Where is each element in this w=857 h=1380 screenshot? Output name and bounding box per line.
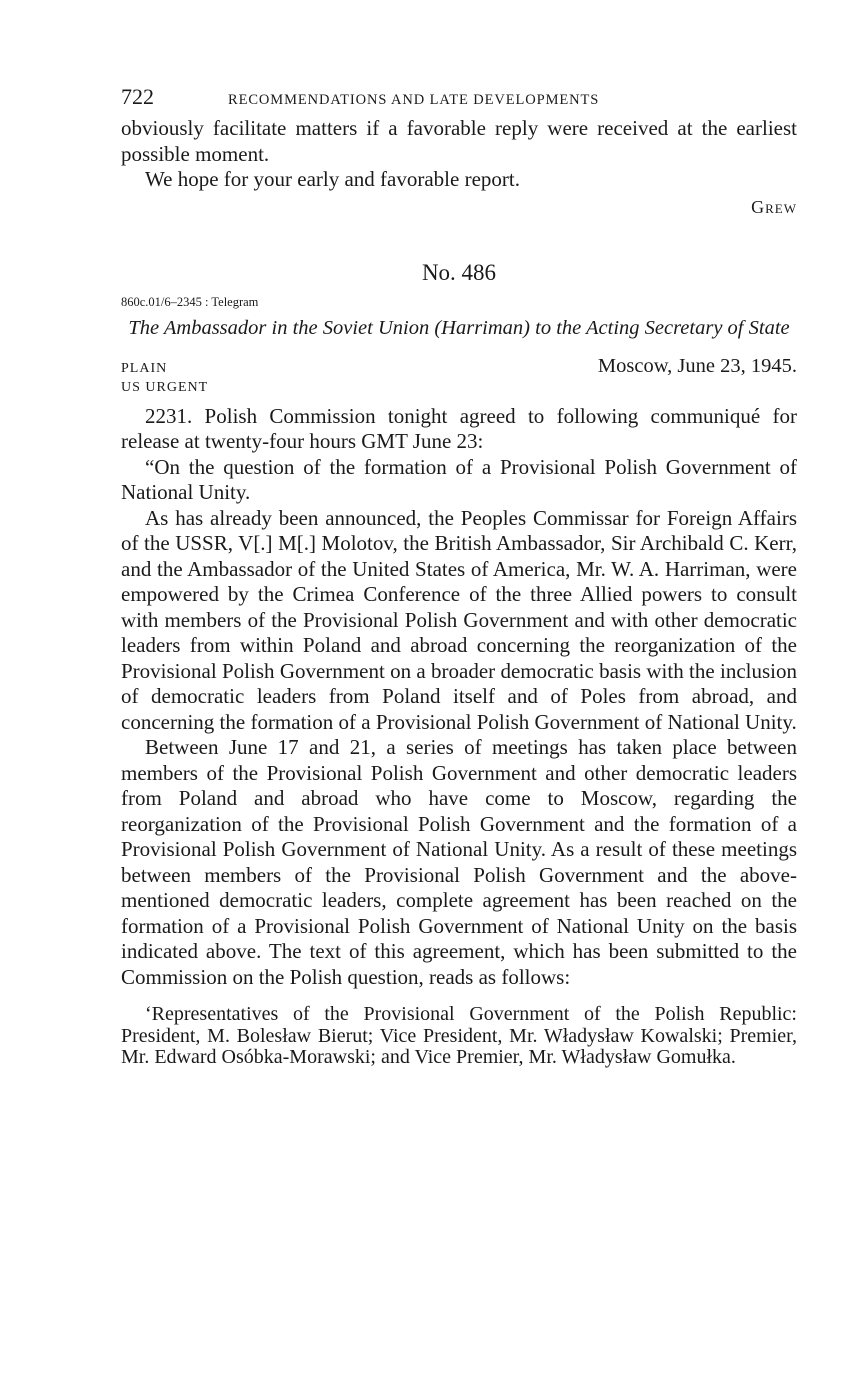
dateline-row (121, 355, 797, 378)
running-title: RECOMMENDATIONS AND LATE DEVELOPMENTS (228, 92, 600, 108)
signature: Grew (751, 196, 797, 217)
body-paragraph-4: Between June 17 and 21, a series of meetings has taken place between members of the Provisional Polish Government and other democratic leaders from Poland and abroad who have come to Moscow, regarding the reorganization of the Provisional Polish Government and the formation of a Provisional Polish Government of National Unity. As a result of these meetings between members of the Provisional Polish Government and the above-mentioned democratic leaders, complete agreement has been reached on the formation of a Provisional Polish Government of National Unity on the basis indicated above. The text of this agreement, which has been submitted to the Commission on the Polish question, reads as follows: (121, 735, 797, 989)
file-code: 860c.01/6–2345 : Telegram (121, 294, 259, 309)
dateline: Moscow, June 23, 1945. (597, 354, 797, 377)
body-paragraph-1: 2231. Polish Commission tonight agreed to following communiqué for release at twenty-four hours GMT June 23: (121, 403, 797, 453)
classification: PLAIN (121, 360, 168, 376)
body-paragraph-2: “On the question of the formation of a Provisional Polish Government of National Unity. (121, 454, 797, 504)
document-number: No. 486 (421, 259, 497, 285)
body-paragraph-3: As has already been announced, the Peoples Commissar for Foreign Affairs of the USSR, V[.] M[.] Molotov, the British Ambassador, Sir Archibald C. Kerr, and the Ambassador of the United States of America, Mr. W. A. Harriman, were empowered by the Crimea Conference of the three Allied powers to consult with members of the Provisional Polish Government and with other democratic leaders from within Poland and abroad concerning the reorganization of the Provisional Polish Government on a broader democratic basis with the inclusion of democratic leaders from Poland itself and of Poles from abroad, and concerning the formation of a Provisional Polish Government of National Unity. (121, 505, 797, 734)
page-header (121, 84, 797, 116)
document-caption: The Ambassador in the Soviet Union (Harriman) to the Acting Secretary of State (128, 316, 790, 339)
document-page (121, 84, 797, 1069)
page-number: 722 (121, 84, 154, 109)
quoted-agreement: ‘Representatives of the Provisional Government of the Polish Republic: President, M. Bolesław Bierut; Vice President, Mr. Władysław Kowalski; Premier, Mr. Edward Osóbka-Morawski; and Vice Premier, Mr. Władysław Gomułka. (121, 1003, 797, 1068)
closing-line: We hope for your early and favorable report. (145, 167, 520, 191)
carryover-paragraph: obviously facilitate matters if a favorable reply were received at the earliest possible moment. (121, 116, 797, 166)
priority: US URGENT (121, 379, 209, 395)
